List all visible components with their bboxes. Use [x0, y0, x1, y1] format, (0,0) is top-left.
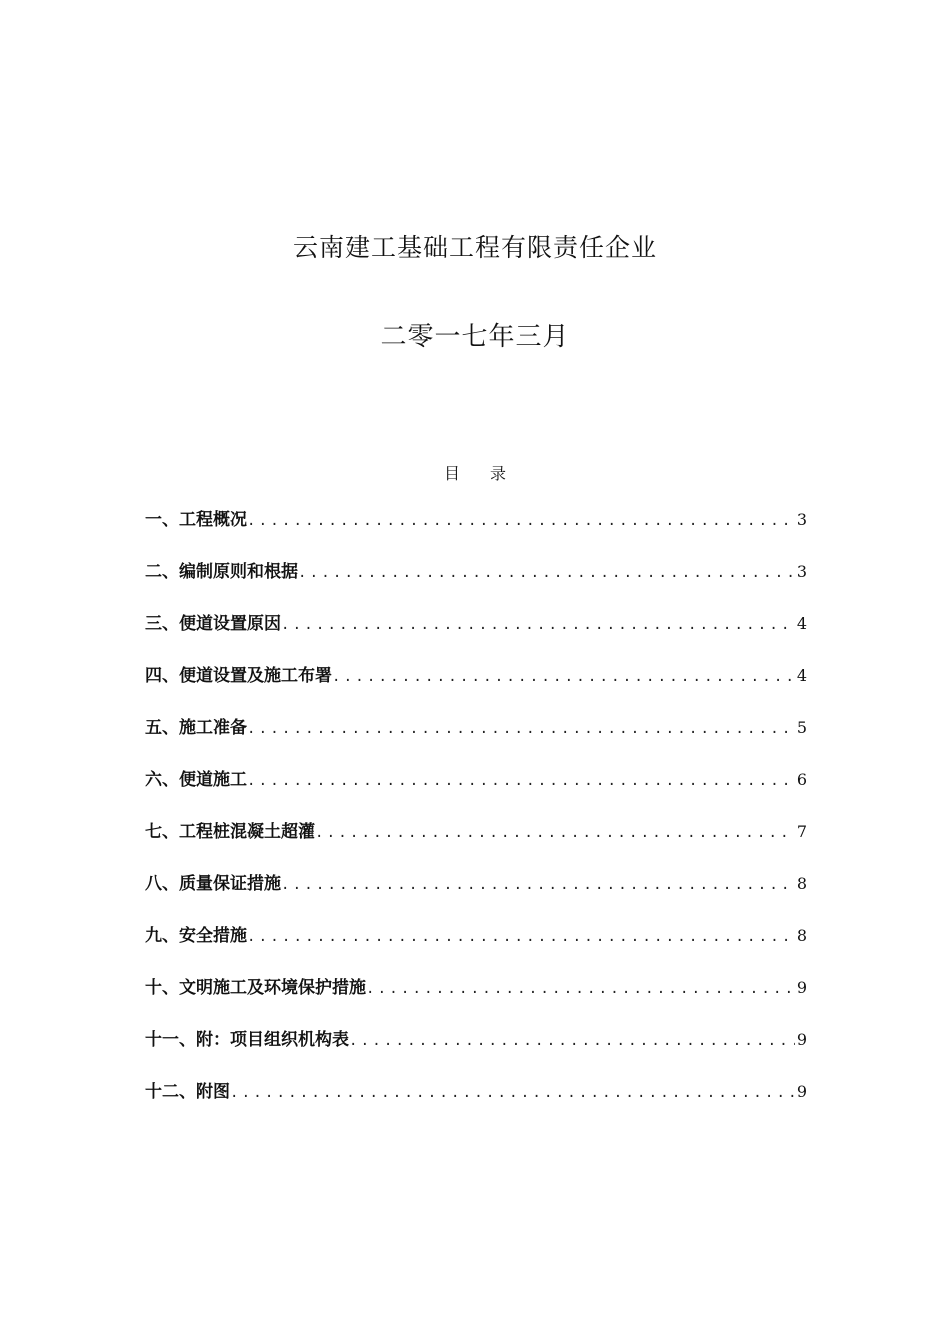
- table-of-contents: [145, 506, 807, 1130]
- toc-entry-label: 六、便道施工: [145, 770, 247, 790]
- toc-title: [0, 461, 950, 484]
- toc-entry-8[interactable]: [145, 870, 807, 922]
- toc-entry-page: 8: [796, 926, 807, 945]
- toc-leader-dots: [332, 663, 795, 691]
- toc-entry-label: 十一、附：项目组织机构表: [145, 1030, 349, 1050]
- toc-title-left: 目: [443, 464, 460, 483]
- toc-entry-page: 7: [796, 822, 807, 841]
- toc-leader-dots: [281, 871, 795, 899]
- toc-entry-12[interactable]: [145, 1078, 807, 1130]
- toc-entry-label: 一、工程概况: [145, 510, 247, 530]
- toc-entry-page: 6: [796, 770, 807, 789]
- toc-entry-11[interactable]: [145, 1026, 807, 1078]
- document-date: 二零一七年三月: [380, 322, 570, 352]
- toc-entry-label: 三、便道设置原因: [145, 614, 281, 634]
- toc-entry-label: 四、便道设置及施工布署: [145, 666, 332, 686]
- toc-entry-page: 9: [796, 1030, 807, 1049]
- toc-entry-4[interactable]: [145, 662, 807, 714]
- toc-entry-10[interactable]: [145, 974, 807, 1026]
- toc-entry-label: 十、文明施工及环境保护措施: [145, 978, 366, 998]
- toc-entry-6[interactable]: [145, 766, 807, 818]
- toc-leader-dots: [247, 923, 795, 951]
- toc-entry-label: 八、质量保证措施: [145, 874, 281, 894]
- company-name: 云南建工基础工程有限责任企业: [292, 233, 657, 262]
- toc-leader-dots: [349, 1027, 795, 1055]
- toc-leader-dots: [366, 975, 795, 1003]
- toc-entry-label: 五、施工准备: [145, 718, 247, 738]
- toc-entry-label: 十二、附图: [145, 1082, 230, 1102]
- toc-entry-page: 5: [796, 718, 807, 737]
- toc-entry-label: 二、编制原则和根据: [145, 562, 298, 582]
- toc-entry-7[interactable]: [145, 818, 807, 870]
- toc-entry-page: 4: [796, 614, 807, 633]
- toc-leader-dots: [247, 767, 795, 795]
- toc-leader-dots: [298, 559, 795, 587]
- toc-leader-dots: [230, 1079, 795, 1107]
- toc-leader-dots: [315, 819, 795, 847]
- toc-entry-page: 9: [796, 978, 807, 997]
- toc-leader-dots: [247, 715, 795, 743]
- toc-entry-2[interactable]: [145, 558, 807, 610]
- toc-entry-5[interactable]: [145, 714, 807, 766]
- toc-entry-9[interactable]: [145, 922, 807, 974]
- toc-entry-page: 4: [796, 666, 807, 685]
- toc-entry-label: 九、安全措施: [145, 926, 247, 946]
- toc-title-right: 录: [490, 464, 507, 483]
- toc-entry-page: 3: [796, 510, 807, 529]
- toc-entry-page: 3: [796, 562, 807, 581]
- toc-entry-page: 9: [796, 1082, 807, 1101]
- toc-leader-dots: [281, 611, 795, 639]
- toc-entry-page: 8: [796, 874, 807, 893]
- toc-entry-1[interactable]: [145, 506, 807, 558]
- toc-entry-3[interactable]: [145, 610, 807, 662]
- toc-entry-label: 七、工程桩混凝土超灌: [145, 822, 315, 842]
- toc-leader-dots: [247, 507, 795, 535]
